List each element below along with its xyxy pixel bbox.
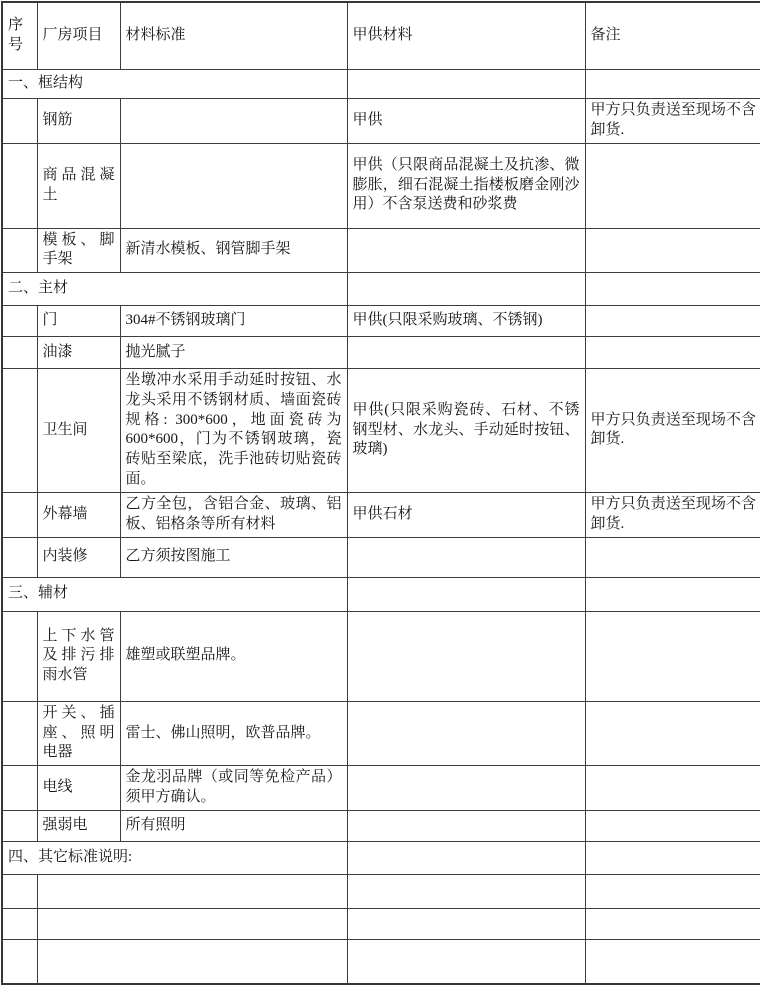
section-title-cell: 二、主材 <box>2 273 347 306</box>
supplied-cell <box>347 842 585 875</box>
index-cell <box>2 228 37 273</box>
supplied-cell <box>347 875 585 909</box>
index-cell <box>2 492 37 537</box>
data-row <box>2 228 760 273</box>
merged-empty-cell <box>37 940 347 984</box>
item-cell: 外幕墙 <box>37 492 120 537</box>
material-standards-table <box>1 1 760 985</box>
item-cell: 钢筋 <box>37 98 120 143</box>
index-cell <box>2 766 37 811</box>
data-row <box>2 701 760 765</box>
data-row <box>2 611 760 701</box>
item-cell: 门 <box>37 306 120 337</box>
supplied-cell <box>347 577 585 611</box>
empty-row <box>2 875 760 909</box>
remark-cell <box>585 701 760 765</box>
data-row <box>2 492 760 537</box>
section-row <box>2 69 760 98</box>
index-cell <box>2 811 37 842</box>
remark-cell <box>585 577 760 611</box>
index-cell <box>2 98 37 143</box>
supplied-cell: 甲供（只限商品混凝土及抗渗、微膨胀，细石混凝土指楼板磨金刚沙用）不含泵送费和砂浆费 <box>347 143 585 228</box>
col-header-supplied: 甲供材料 <box>347 2 585 69</box>
remark-cell <box>585 228 760 273</box>
remark-cell <box>585 611 760 701</box>
remark-cell <box>585 537 760 577</box>
col-header-remark: 备注 <box>585 2 760 69</box>
supplied-cell <box>347 69 585 98</box>
header-row <box>2 2 760 69</box>
section-title-cell: 一、框结构 <box>2 69 347 98</box>
item-cell: 电线 <box>37 766 120 811</box>
remark-cell <box>585 909 760 940</box>
supplied-cell: 甲供 <box>347 98 585 143</box>
supplied-cell <box>347 909 585 940</box>
supplied-cell: 甲供(只限采购玻璃、不锈钢) <box>347 306 585 337</box>
supplied-cell <box>347 228 585 273</box>
supplied-cell <box>347 766 585 811</box>
item-cell: 上下水管及排污排雨水管 <box>37 611 120 701</box>
index-cell <box>2 701 37 765</box>
supplied-cell: 甲供石材 <box>347 492 585 537</box>
index-cell <box>2 611 37 701</box>
index-cell <box>2 306 37 337</box>
remark-cell <box>585 940 760 984</box>
supplied-cell: 甲供(只限采购瓷砖、石材、不锈钢型材、水龙头、手动延时按钮、玻璃) <box>347 369 585 493</box>
merged-empty-cell <box>37 909 347 940</box>
standard-cell <box>120 143 347 228</box>
supplied-cell <box>347 940 585 984</box>
item-cell: 内装修 <box>37 537 120 577</box>
index-cell <box>2 337 37 369</box>
section-title-cell: 四、其它标准说明: <box>2 842 347 875</box>
remark-cell: 甲方只负责送至现场不含卸货. <box>585 492 760 537</box>
standard-cell: 304#不锈钢玻璃门 <box>120 306 347 337</box>
supplied-cell <box>347 273 585 306</box>
index-cell <box>2 940 37 984</box>
col-header-standard: 材料标准 <box>120 2 347 69</box>
remark-cell <box>585 306 760 337</box>
supplied-cell <box>347 537 585 577</box>
remark-cell: 甲方只负责送至现场不含卸货. <box>585 369 760 493</box>
standard-cell: 雷士、佛山照明，欧普品牌。 <box>120 701 347 765</box>
item-cell: 强弱电 <box>37 811 120 842</box>
data-row <box>2 337 760 369</box>
standard-cell: 乙方全包，含铝合金、玻璃、铝板、铝格条等所有材料 <box>120 492 347 537</box>
empty-row <box>2 909 760 940</box>
section-row <box>2 577 760 611</box>
remark-cell <box>585 69 760 98</box>
data-row <box>2 811 760 842</box>
standard-cell: 乙方须按图施工 <box>120 537 347 577</box>
data-row <box>2 143 760 228</box>
remark-cell: 甲方只负责送至现场不含卸货. <box>585 98 760 143</box>
item-cell: 油漆 <box>37 337 120 369</box>
merged-empty-cell <box>37 875 347 909</box>
index-cell <box>2 143 37 228</box>
data-row <box>2 766 760 811</box>
index-cell <box>2 909 37 940</box>
item-cell: 商品混凝土 <box>37 143 120 228</box>
data-row <box>2 537 760 577</box>
standard-cell: 所有照明 <box>120 811 347 842</box>
section-row <box>2 842 760 875</box>
standard-cell: 新清水模板、钢管脚手架 <box>120 228 347 273</box>
standard-cell: 坐墩冲水采用手动延时按钮、水龙头采用不锈钢材质、墙面瓷砖规格: 300*600，地面瓷砖为 600*600，门为不锈钢玻璃，瓷砖贴至梁底，洗手池砖切贴瓷砖面。 <box>120 369 347 493</box>
item-cell: 开关、插座、照明电器 <box>37 701 120 765</box>
remark-cell <box>585 143 760 228</box>
standard-cell <box>120 98 347 143</box>
item-cell: 卫生间 <box>37 369 120 493</box>
data-row <box>2 306 760 337</box>
supplied-cell <box>347 701 585 765</box>
remark-cell <box>585 875 760 909</box>
item-cell: 模板、脚手架 <box>37 228 120 273</box>
data-row <box>2 98 760 143</box>
remark-cell <box>585 842 760 875</box>
remark-cell <box>585 811 760 842</box>
supplied-cell <box>347 337 585 369</box>
empty-row <box>2 940 760 984</box>
index-cell <box>2 537 37 577</box>
col-header-index: 序号 <box>2 2 37 69</box>
col-header-item: 厂房项目 <box>37 2 120 69</box>
standard-cell: 雄塑或联塑品牌。 <box>120 611 347 701</box>
standard-cell: 抛光腻子 <box>120 337 347 369</box>
supplied-cell <box>347 611 585 701</box>
section-title-cell: 三、辅材 <box>2 577 347 611</box>
index-cell <box>2 369 37 493</box>
supplied-cell <box>347 811 585 842</box>
index-cell <box>2 875 37 909</box>
section-row <box>2 273 760 306</box>
data-row <box>2 369 760 493</box>
standard-cell: 金龙羽品牌（或同等免检产品）须甲方确认。 <box>120 766 347 811</box>
remark-cell <box>585 273 760 306</box>
remark-cell <box>585 766 760 811</box>
remark-cell <box>585 337 760 369</box>
table-body <box>2 69 760 984</box>
